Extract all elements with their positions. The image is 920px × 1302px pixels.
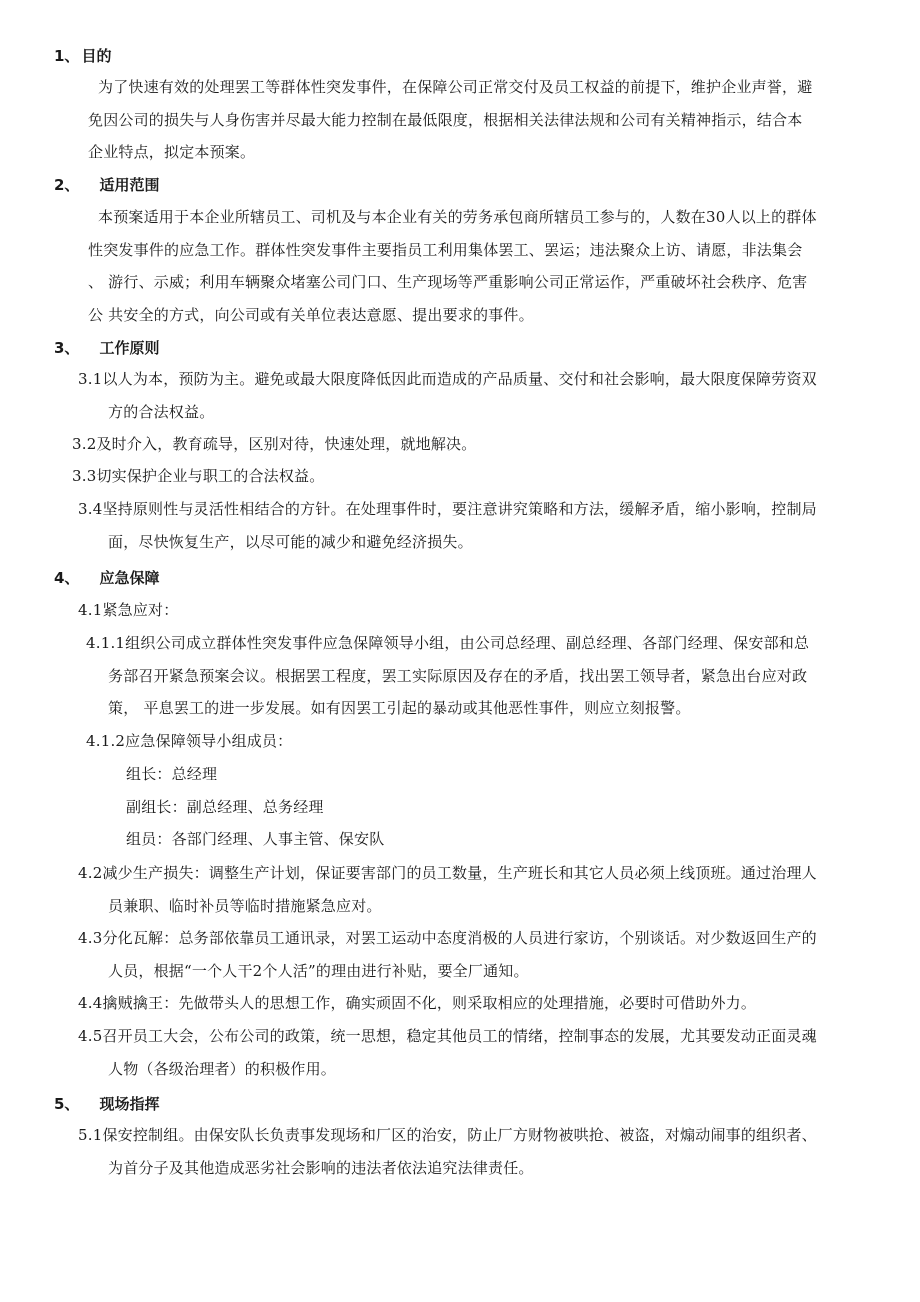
text-line: 务部召开紧急预案会议。根据罢工程度，罢工实际原因及存在的矛盾，找出罢工领导者，紧急出台应对政 — [108, 666, 808, 685]
item-4-5 — [78, 1020, 817, 1085]
text-line: 员兼职、临时补员等临时措施紧急应对。 — [108, 896, 382, 915]
text-line: 4.1.2应急保障领导小组成员： — [86, 732, 293, 750]
section-title: 目的 — [81, 47, 112, 65]
item-5-1 — [78, 1119, 817, 1184]
section-2-body — [88, 201, 817, 331]
principle-3-3 — [72, 460, 324, 493]
leadership-members — [126, 758, 384, 856]
section-title: 适用范围 — [99, 176, 160, 194]
member-row: 组长：总经理 — [126, 765, 218, 783]
text-line: 4.2减少生产损失：调整生产计划，保证要害部门的员工数量，生产班长和其它人员必须上线顶班。通过治理人 — [78, 864, 817, 882]
section-number: 5、 — [54, 1095, 80, 1113]
text-line: 4.5召开员工大会，公布公司的政策，统一思想，稳定其他员工的情绪，控制事态的发展，尤其要发动正面灵魂 — [78, 1027, 817, 1045]
section-number: 4、 — [54, 569, 80, 587]
text-line: 面，尽快恢复生产，以尽可能的减少和避免经济损失。 — [108, 532, 473, 551]
member-row: 组员：各部门经理、人事主管、保安队 — [126, 830, 385, 848]
text-line: 人员，根据“一个人干2个人活”的理由进行补贴，要全厂通知。 — [108, 961, 529, 980]
text-line: 性突发事件的应急工作。群体性突发事件主要指员工利用集体罢工、罢运；违法聚众上访、请愿，非法集会 — [88, 240, 803, 259]
member-row: 副组长：副总经理、总务经理 — [126, 797, 324, 816]
item-4-3 — [78, 922, 817, 987]
section-title: 应急保障 — [99, 569, 160, 587]
section-4-heading — [54, 568, 159, 588]
text-line: 企业特点，拟定本预案。 — [88, 143, 256, 161]
text-line: 5.1保安控制组。由保安队长负责事发现场和厂区的治安，防止厂方财物被哄抢、被盗，对煽动闹事的组织者、 — [78, 1126, 817, 1144]
section-number: 1、 — [54, 47, 80, 65]
text-line: 4.1.1组织公司成立群体性突发事件应急保障领导小组，由公司总经理、副总经理、各部门经理、保安部和总 — [86, 634, 810, 652]
section-3-heading — [54, 338, 159, 358]
principle-3-2 — [72, 428, 476, 461]
text-line: 为了快速有效的处理罢工等群体性突发事件，在保障公司正常交付及员工权益的前提下，维护企业声誉，避 — [98, 78, 813, 96]
principle-3-4 — [78, 493, 817, 558]
text-line: 策， 平息罢工的进一步发展。如有因罢工引起的暴动或其他恶性事件，则应立刻报警。 — [108, 699, 691, 717]
section-number: 3、 — [54, 339, 80, 357]
text-line: 本预案适用于本企业所辖员工、司机及与本企业有关的劳务承包商所辖员工参与的，人数在30人以上的群体 — [98, 208, 817, 226]
text-line: 3.2及时介入，教育疏导，区别对待，快速处理，就地解决。 — [72, 435, 477, 453]
text-line: 方的合法权益。 — [108, 402, 215, 421]
item-4-2 — [78, 857, 817, 922]
section-1-body — [88, 71, 813, 169]
text-line: 人物（各级治理者）的积极作用。 — [108, 1059, 337, 1078]
principle-3-1 — [78, 363, 817, 428]
text-line: 4.1紧急应对： — [78, 601, 179, 619]
section-number: 2、 — [54, 176, 80, 194]
section-1-heading — [54, 46, 111, 66]
section-2-heading — [54, 175, 159, 195]
item-4-1 — [78, 594, 178, 627]
item-4-4 — [78, 987, 756, 1020]
text-line: 公 共安全的方式，向公司或有关单位表达意愿、提出要求的事件。 — [88, 305, 534, 324]
text-line: 3.3切实保护企业与职工的合法权益。 — [72, 467, 325, 485]
text-line: 为首分子及其他造成恶劣社会影响的违法者依法追究法律责任。 — [108, 1158, 534, 1177]
text-line: 4.3分化瓦解：总务部依靠员工通讯录，对罢工运动中态度消极的人员进行家访，个别谈话。对少数返回生产的 — [78, 929, 817, 947]
item-4-1-2 — [86, 725, 292, 758]
text-line: 、 游行、示威；利用车辆聚众堵塞公司门口、生产现场等严重影响公司正常运作，严重破坏社会秩序、危害 — [88, 273, 808, 291]
text-line: 免因公司的损失与人身伤害并尽最大能力控制在最低限度，根据相关法律法规和公司有关精神指示，结合本 — [88, 110, 803, 129]
section-5-heading — [54, 1094, 159, 1114]
section-title: 工作原则 — [99, 339, 160, 357]
text-line: 3.4坚持原则性与灵活性相结合的方针。在处理事件时，要注意讲究策略和方法，缓解矛盾，缩小影响，控制局 — [78, 500, 817, 518]
section-title: 现场指挥 — [99, 1095, 160, 1113]
text-line: 3.1以人为本，预防为主。避免或最大限度降低因此而造成的产品质量、交付和社会影响，最大限度保障劳资双 — [78, 370, 817, 388]
item-4-1-1 — [86, 627, 809, 725]
text-line: 4.4擒贼擒王：先做带头人的思想工作，确实顽固不化，则采取相应的处理措施，必要时可借助外力。 — [78, 994, 757, 1012]
